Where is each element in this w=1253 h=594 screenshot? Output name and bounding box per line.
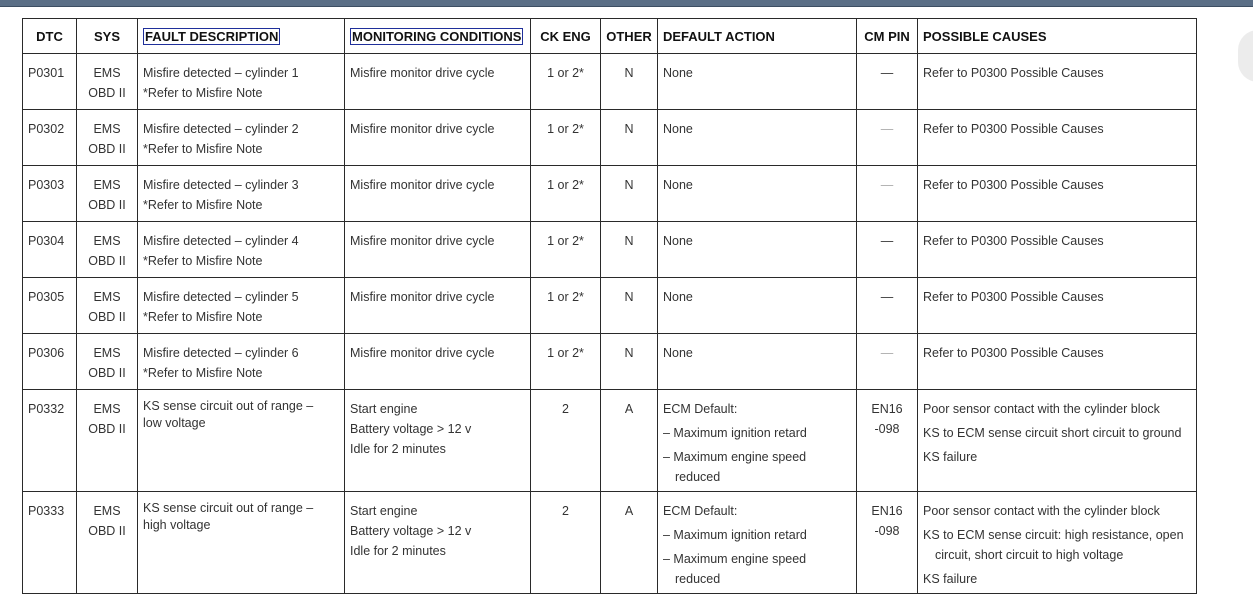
cell-default-line: None — [663, 234, 693, 248]
cell-cause-line: Refer to P0300 Possible Causes — [923, 122, 1104, 136]
cell-cm-pin — [857, 222, 918, 278]
cell-cause-line: Refer to P0300 Possible Causes — [923, 346, 1104, 360]
cell-default-action — [658, 54, 857, 110]
cell-cause-line: KS to ECM sense circuit short circuit to ground — [923, 426, 1182, 440]
cell-default-line: ECM Default: — [663, 402, 738, 416]
cell-sys-line: OBD II — [88, 422, 126, 436]
cell-cm-pin: EN16 -098 — [857, 390, 918, 492]
cell-monitoring-line: Idle for 2 minutes — [350, 544, 446, 558]
table-row — [23, 492, 1197, 594]
cell-fault-line: Misfire detected – cylinder 1 — [143, 66, 299, 80]
cell-fault-line: Misfire detected – cylinder 4 — [143, 234, 299, 248]
cell-sys — [77, 390, 138, 492]
cell-fault-line: low voltage — [143, 416, 206, 430]
table-row — [23, 54, 1197, 110]
cell-default-line: None — [663, 346, 693, 360]
cell-cause-line: Poor sensor contact with the cylinder block — [923, 402, 1160, 416]
cell-sys-line: OBD II — [88, 366, 126, 380]
cell-fault-line: high voltage — [143, 518, 211, 532]
cell-fault-line: KS sense circuit out of range – — [143, 501, 314, 515]
cell-cause-line: KS failure — [923, 450, 978, 464]
cell-sys-line: EMS — [93, 402, 121, 416]
cell-dtc: P0303 — [23, 166, 77, 222]
cell-dtc: P0306 — [23, 334, 77, 390]
cell-ck-eng: 1 or 2* — [531, 278, 601, 334]
header-monitoring-conditions — [345, 19, 531, 54]
cell-dtc: P0332 — [23, 390, 77, 492]
cell-fault-description — [138, 334, 345, 390]
cell-cm-pin-value: — — [880, 66, 894, 80]
cell-monitoring-line: Start engine — [350, 402, 418, 416]
cell-monitoring-line: Idle for 2 minutes — [350, 442, 446, 456]
cell-monitoring-line: Misfire monitor drive cycle — [350, 234, 495, 248]
cell-sys — [77, 110, 138, 166]
cell-default-action — [658, 222, 857, 278]
cell-monitoring-line: Misfire monitor drive cycle — [350, 122, 495, 136]
cell-default-action — [658, 110, 857, 166]
cell-default-line: None — [663, 122, 693, 136]
cell-sys — [77, 166, 138, 222]
table-row — [23, 278, 1197, 334]
cell-monitoring — [345, 110, 531, 166]
cell-other: N — [601, 278, 658, 334]
cell-fault-description — [138, 390, 345, 492]
cell-possible-causes — [918, 110, 1197, 166]
cell-sys-line: OBD II — [88, 524, 126, 538]
cell-monitoring — [345, 54, 531, 110]
cell-sys — [77, 222, 138, 278]
cell-sys-line: OBD II — [88, 254, 126, 268]
cell-fault-line: *Refer to Misfire Note — [143, 86, 263, 100]
cell-possible-causes — [918, 54, 1197, 110]
cell-monitoring — [345, 390, 531, 492]
cell-sys — [77, 278, 138, 334]
cell-monitoring-line: Misfire monitor drive cycle — [350, 178, 495, 192]
cell-other: N — [601, 166, 658, 222]
cell-ck-eng: 1 or 2* — [531, 54, 601, 110]
cell-monitoring-line: Battery voltage > 12 v — [350, 524, 472, 538]
cell-sys-line: OBD II — [88, 86, 126, 100]
header-possible-causes: POSSIBLE CAUSES — [918, 19, 1197, 54]
cell-fault-description — [138, 492, 345, 594]
cell-fault-description — [138, 166, 345, 222]
cell-default-action — [658, 166, 857, 222]
cell-default-line: – Maximum engine speed reduced — [663, 450, 807, 484]
cell-possible-causes — [918, 334, 1197, 390]
cell-sys — [77, 54, 138, 110]
cell-monitoring-line: Misfire monitor drive cycle — [350, 66, 495, 80]
cell-cause-line: KS failure — [923, 572, 978, 586]
cell-fault-line: *Refer to Misfire Note — [143, 310, 263, 324]
cell-default-line: ECM Default: — [663, 504, 738, 518]
header-cm-pin: CM PIN — [857, 19, 918, 54]
table-row — [23, 110, 1197, 166]
cell-cause-line: Refer to P0300 Possible Causes — [923, 66, 1104, 80]
cell-monitoring — [345, 166, 531, 222]
cell-default-action — [658, 492, 857, 594]
cell-default-line: – Maximum ignition retard — [663, 528, 807, 542]
cell-monitoring-line: Start engine — [350, 504, 418, 518]
cell-default-line: – Maximum ignition retard — [663, 426, 807, 440]
cell-fault-description — [138, 222, 345, 278]
cell-cm-pin-value: — — [880, 290, 894, 304]
cell-ck-eng: 1 or 2* — [531, 166, 601, 222]
cell-default-line: None — [663, 178, 693, 192]
cell-cause-line: Refer to P0300 Possible Causes — [923, 290, 1104, 304]
cell-possible-causes — [918, 492, 1197, 594]
cell-monitoring — [345, 278, 531, 334]
cell-dtc: P0333 — [23, 492, 77, 594]
cell-sys-line: EMS — [93, 346, 121, 360]
cell-fault-description — [138, 110, 345, 166]
cell-dtc: P0301 — [23, 54, 77, 110]
cell-cause-line: KS to ECM sense circuit: high resistance, open circuit, short circuit to high voltage — [923, 528, 1184, 562]
scroll-button[interactable] — [1238, 30, 1253, 82]
cell-ck-eng: 1 or 2* — [531, 334, 601, 390]
header-sys: SYS — [77, 19, 138, 54]
cell-cm-pin: EN16 -098 — [857, 492, 918, 594]
cell-monitoring — [345, 334, 531, 390]
header-monitoring-conditions-label: MONITORING CONDITIONS — [352, 28, 522, 44]
header-fault-description — [138, 19, 345, 54]
cell-default-line: None — [663, 290, 693, 304]
cell-other: A — [601, 390, 658, 492]
cell-cm-pin — [857, 166, 918, 222]
cell-fault-line: Misfire detected – cylinder 3 — [143, 178, 299, 192]
cell-ck-eng: 1 or 2* — [531, 222, 601, 278]
cell-monitoring-line: Misfire monitor drive cycle — [350, 290, 495, 304]
cell-monitoring — [345, 492, 531, 594]
cell-monitoring-line: Battery voltage > 12 v — [350, 422, 472, 436]
cell-default-action — [658, 278, 857, 334]
cell-cm-pin — [857, 54, 918, 110]
cell-cm-pin — [857, 110, 918, 166]
cell-default-action — [658, 390, 857, 492]
cell-fault-line: *Refer to Misfire Note — [143, 142, 263, 156]
table-row — [23, 222, 1197, 278]
cell-cm-pin-value: — — [880, 178, 894, 192]
cell-sys-line: OBD II — [88, 142, 126, 156]
cell-sys-line: EMS — [93, 66, 121, 80]
cell-other: A — [601, 492, 658, 594]
cell-possible-causes — [918, 166, 1197, 222]
cell-possible-causes — [918, 278, 1197, 334]
header-dtc: DTC — [23, 19, 77, 54]
cell-monitoring-line: Misfire monitor drive cycle — [350, 346, 495, 360]
cell-possible-causes — [918, 222, 1197, 278]
cell-fault-line: Misfire detected – cylinder 2 — [143, 122, 299, 136]
cell-dtc: P0304 — [23, 222, 77, 278]
cell-other: N — [601, 110, 658, 166]
cell-fault-line: Misfire detected – cylinder 6 — [143, 346, 299, 360]
header-default-action: DEFAULT ACTION — [658, 19, 857, 54]
cell-fault-description — [138, 54, 345, 110]
cell-fault-line: Misfire detected – cylinder 5 — [143, 290, 299, 304]
cell-cause-line: Refer to P0300 Possible Causes — [923, 234, 1104, 248]
cell-cm-pin-value: — — [880, 122, 894, 136]
cell-sys-line: OBD II — [88, 310, 126, 324]
cell-default-line: – Maximum engine speed reduced — [663, 552, 807, 586]
cell-sys-line: EMS — [93, 234, 121, 248]
cell-sys-line: EMS — [93, 122, 121, 136]
cell-fault-line: *Refer to Misfire Note — [143, 254, 263, 268]
table-row — [23, 334, 1197, 390]
window-top-bar — [0, 0, 1253, 7]
cell-possible-causes — [918, 390, 1197, 492]
cell-sys-line: EMS — [93, 504, 121, 518]
cell-sys-line: OBD II — [88, 198, 126, 212]
cell-sys — [77, 492, 138, 594]
cell-dtc: P0302 — [23, 110, 77, 166]
cell-sys — [77, 334, 138, 390]
cell-other: N — [601, 222, 658, 278]
table-header-row — [23, 19, 1197, 54]
cell-sys-line: EMS — [93, 290, 121, 304]
cell-other: N — [601, 54, 658, 110]
cell-default-line: None — [663, 66, 693, 80]
cell-cause-line: Poor sensor contact with the cylinder block — [923, 504, 1160, 518]
cell-ck-eng: 2 — [531, 390, 601, 492]
cell-fault-description — [138, 278, 345, 334]
table-row — [23, 390, 1197, 492]
cell-cause-line: Refer to P0300 Possible Causes — [923, 178, 1104, 192]
cell-other: N — [601, 334, 658, 390]
cell-fault-line: *Refer to Misfire Note — [143, 198, 263, 212]
cell-cm-pin — [857, 278, 918, 334]
cell-ck-eng: 2 — [531, 492, 601, 594]
cell-cm-pin — [857, 334, 918, 390]
cell-sys-line: EMS — [93, 178, 121, 192]
cell-cm-pin-value: — — [880, 234, 894, 248]
header-other: OTHER — [601, 19, 658, 54]
dtc-table — [22, 18, 1197, 594]
cell-ck-eng: 1 or 2* — [531, 110, 601, 166]
cell-monitoring — [345, 222, 531, 278]
table-row — [23, 166, 1197, 222]
header-fault-description-label: FAULT DESCRIPTION — [145, 28, 279, 44]
cell-cm-pin-value: — — [880, 346, 894, 360]
cell-default-action — [658, 334, 857, 390]
cell-fault-line: KS sense circuit out of range – — [143, 399, 314, 413]
cell-dtc: P0305 — [23, 278, 77, 334]
header-ck-eng: CK ENG — [531, 19, 601, 54]
cell-fault-line: *Refer to Misfire Note — [143, 366, 263, 380]
